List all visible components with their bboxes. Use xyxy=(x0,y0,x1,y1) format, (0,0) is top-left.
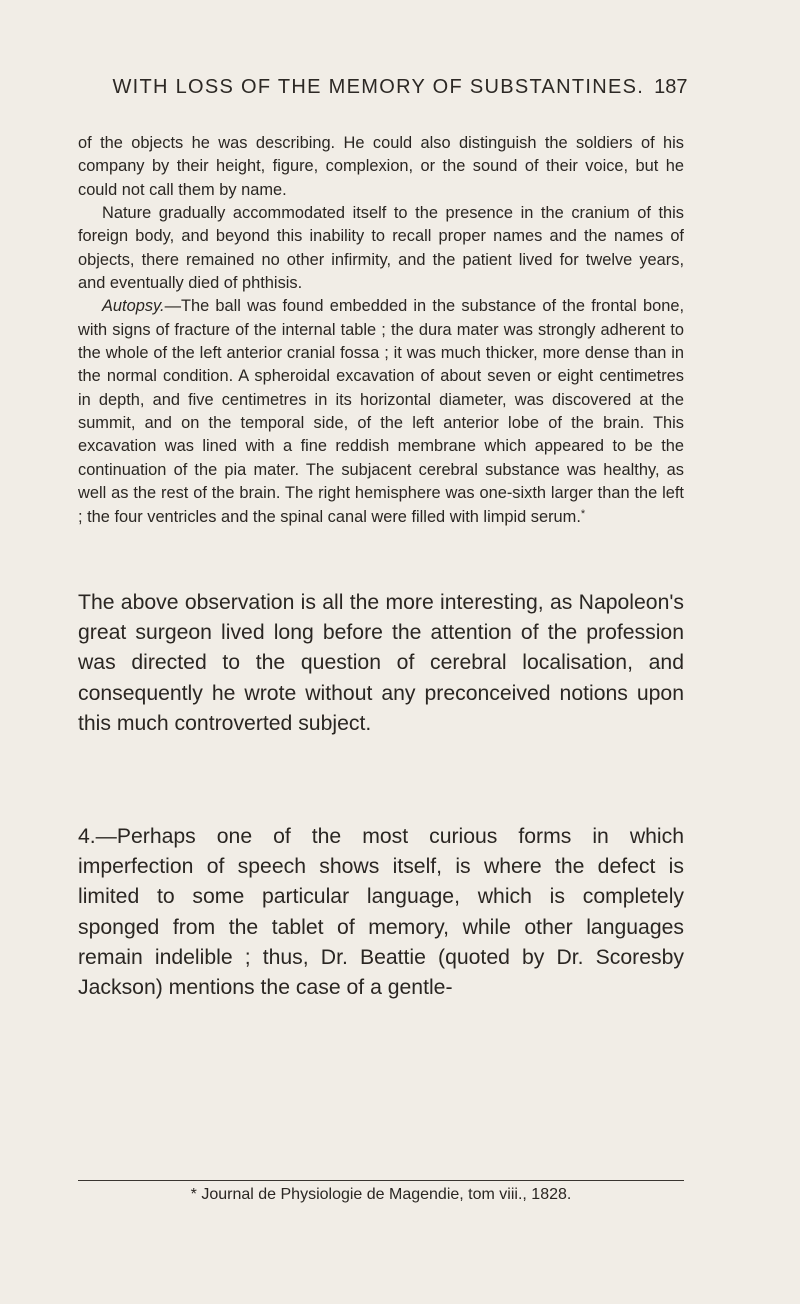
paragraph-3 xyxy=(78,295,684,528)
footnote-divider xyxy=(78,1180,684,1181)
autopsy-text: —The ball was found embedded in the substance of the frontal bone, with signs of fracture of the internal table ; the dura mater was strongly adherent to the whole of the left anterior cranial fossa ; it was much thicker, more dense than in the normal condition. A spheroidal excavation of about seven or eight centimetres in depth, and five centimetres in its horizontal diameter, was discovered at the summit, and on the temporal side, of the left anterior lobe of the brain. This excavation was lined with a fine reddish membrane which appeared to be the continuation of the pia mater. The subjacent cerebral substance was healthy, as well as the rest of the brain. The right hemisphere was one-sixth larger than the left ; the four ventricles and the spinal canal were filled with limpid serum. xyxy=(78,297,684,526)
running-header xyxy=(0,76,800,99)
large-print-section-1 xyxy=(78,588,684,739)
paragraph-4: The above observation is all the more interesting, as Napoleon's great surgeon lived long before the attention of the profession was directed to the question of cerebral localisation, and consequently he wrote without any preconceived notions upon this much controverted subject. xyxy=(78,591,684,735)
paragraph-2: Nature gradually accommodated itself to the presence in the cranium of this foreign body, and beyond this inability to recall proper names and the names of objects, there remained no other infirmity, and the patient lived for twelve years, and eventually died of phthisis. xyxy=(78,204,684,293)
paragraph-1: of the objects he was describing. He could also distinguish the soldiers of his company by their height, figure, complexion, or the sound of their voice, but he could not call them by name. xyxy=(78,134,684,199)
header-title: WITH LOSS OF THE MEMORY OF SUBSTANTINES. xyxy=(112,76,645,98)
paragraph-5: 4.—Perhaps one of the most curious forms in which imperfection of speech shows itself, is where the defect is limited to some particular language, which is completely sponged from the tablet of memory, while other languages remain indelible ; thus, Dr. Beattie (quoted by Dr. Scoresby Jackson) mentions the case of a gentle- xyxy=(78,825,684,1000)
footnote: * Journal de Physiologie de Magendie, tom viii., 1828. xyxy=(190,1186,572,1203)
large-print-section-2 xyxy=(78,822,684,1003)
footnote-marker: * xyxy=(580,507,586,520)
small-print-section xyxy=(78,132,684,529)
autopsy-label: Autopsy. xyxy=(102,297,165,316)
page-number: 187 xyxy=(654,76,688,98)
